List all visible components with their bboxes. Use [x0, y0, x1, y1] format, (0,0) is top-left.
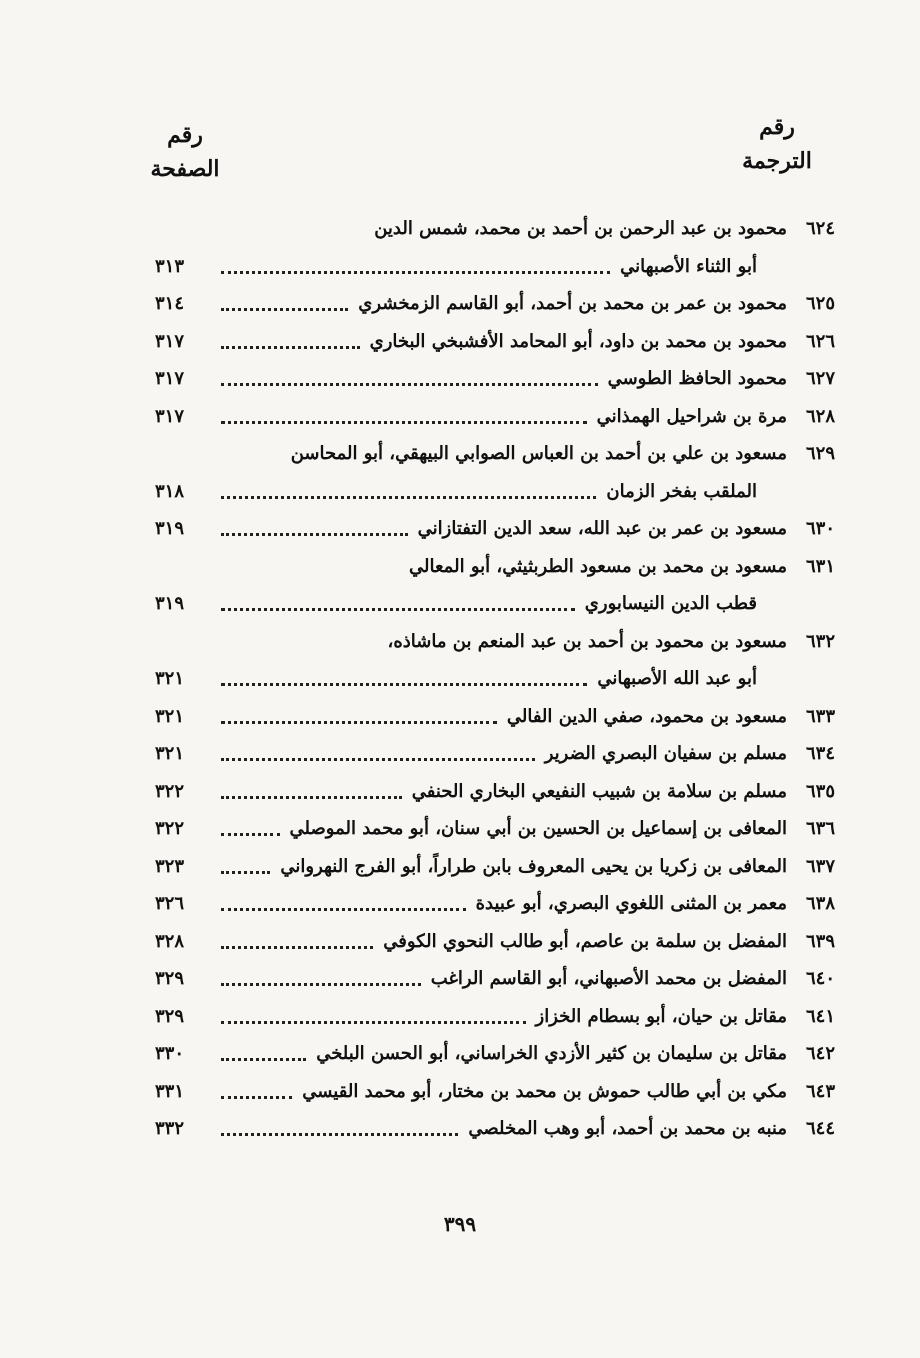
entry-number: ٦٤١ — [805, 1005, 835, 1027]
translation-number-header — [742, 110, 812, 178]
index-entry-line — [155, 623, 835, 661]
entry-page-number: ٣٢١ — [155, 668, 185, 690]
entry-name: مسعود بن عمر بن عبد الله، سعد الدين التفتازاني — [417, 518, 787, 540]
entry-name: مسعود بن محمود، صفي الدين الفالي — [506, 705, 787, 727]
entry-page-number: ٣١٩ — [155, 518, 185, 540]
entry-number: ٦٣٩ — [805, 930, 835, 952]
index-entry-line — [155, 360, 835, 398]
entry-number: ٦٣٥ — [805, 780, 835, 802]
entry-number: ٦٢٦ — [805, 330, 835, 352]
index-entry-line — [155, 210, 835, 248]
index-entry-line — [155, 885, 835, 923]
header-left-line-1: رقم — [167, 122, 203, 148]
entry-number: ٦٤٣ — [805, 1080, 835, 1102]
entry-page-number: ٣٢٣ — [155, 855, 185, 877]
dot-leader — [221, 419, 587, 424]
entry-page-number: ٣٢١ — [155, 743, 185, 765]
dot-leader — [221, 606, 575, 611]
dot-leader — [221, 1056, 306, 1061]
entry-name: مرة بن شراحيل الهمذاني — [596, 405, 787, 427]
dot-leader — [221, 1094, 292, 1099]
header-right-line-2: الترجمة — [742, 148, 812, 174]
entry-name: أبو عبد الله الأصبهاني — [597, 668, 757, 690]
entry-name: مسعود بن محمد بن مسعود الطربثيثي، أبو المعالي — [409, 555, 787, 577]
entry-number: ٦٤٤ — [805, 1118, 835, 1140]
entry-page-number: ٣٢٨ — [155, 930, 185, 952]
entry-page-number: ٣١٤ — [155, 293, 185, 315]
index-entry-line — [155, 398, 835, 436]
dot-leader — [221, 344, 360, 349]
entry-page-number: ٣٣١ — [155, 1080, 185, 1102]
entry-number: ٦٤٢ — [805, 1043, 835, 1065]
dot-leader — [221, 531, 408, 536]
entry-page-number: ٣٢١ — [155, 705, 185, 727]
entry-name: مسعود بن علي بن أحمد بن العباس الصوابي البيهقي، أبو المحاسن — [290, 443, 787, 465]
entry-number: ٦٢٤ — [805, 218, 835, 240]
index-entry-line — [155, 735, 835, 773]
entry-page-number: ٣١٩ — [155, 593, 185, 615]
index-entry-line — [155, 998, 835, 1036]
dot-leader — [221, 981, 421, 986]
index-entry-line — [155, 923, 835, 961]
entry-number: ٦٣٣ — [805, 705, 835, 727]
entry-name: قطب الدين النيسابوري — [584, 593, 757, 615]
dot-leader — [221, 794, 402, 799]
index-entry-line — [155, 960, 835, 998]
dot-leader — [221, 831, 280, 836]
dot-leader — [221, 1019, 526, 1024]
entry-page-number: ٣٢٩ — [155, 1005, 185, 1027]
entry-number: ٦٣١ — [805, 555, 835, 577]
entry-name: المعافى بن إسماعيل بن الحسين بن أبي سنان، أبو محمد الموصلي — [289, 818, 787, 840]
index-entries — [155, 210, 835, 1148]
dot-leader — [221, 381, 598, 386]
entry-name: الملقب بفخر الزمان — [606, 480, 757, 502]
index-entry-line — [155, 1035, 835, 1073]
entry-name: مقاتل بن حيان، أبو بسطام الخزاز — [535, 1005, 787, 1027]
entry-number: ٦٣٨ — [805, 893, 835, 915]
index-entry-line — [155, 585, 835, 623]
header-right-line-1: رقم — [759, 114, 795, 140]
entry-number: ٦٤٠ — [805, 968, 835, 990]
index-entry-line — [155, 323, 835, 361]
index-entry-line — [155, 1110, 835, 1148]
entry-page-number: ٣٢٢ — [155, 818, 185, 840]
entry-page-number: ٣١٧ — [155, 368, 185, 390]
index-entry-line — [155, 248, 835, 286]
entry-number: ٦٣٠ — [805, 518, 835, 540]
header-left-line-2: الصفحة — [150, 156, 220, 182]
entry-number: ٦٢٨ — [805, 405, 835, 427]
entry-name: منبه بن محمد بن أحمد، أبو وهب المخلصي — [468, 1118, 787, 1140]
entry-page-number: ٣١٧ — [155, 405, 185, 427]
entry-page-number: ٣٢٢ — [155, 780, 185, 802]
index-entry-line — [155, 285, 835, 323]
entry-page-number: ٣١٣ — [155, 255, 185, 277]
dot-leader — [221, 906, 466, 911]
entry-name: مقاتل بن سليمان بن كثير الأزدي الخراساني، أبو الحسن البلخي — [316, 1043, 787, 1065]
entry-page-number: ٣٣٠ — [155, 1043, 185, 1065]
entry-name: محمود بن عمر بن محمد بن أحمد، أبو القاسم الزمخشري — [358, 293, 787, 315]
entry-page-number: ٣١٨ — [155, 480, 185, 502]
dot-leader — [221, 719, 497, 724]
entry-name: مسعود بن محمود بن أحمد بن عبد المنعم بن ماشاذه، — [387, 630, 787, 652]
index-entry-line — [155, 548, 835, 586]
index-entry-line — [155, 510, 835, 548]
entry-number: ٦٣٧ — [805, 855, 835, 877]
page-number-header — [140, 118, 230, 186]
entry-name: محمود الحافظ الطوسي — [607, 368, 787, 390]
footer-page-number: ٣٩٩ — [443, 1212, 477, 1236]
entry-number: ٦٢٧ — [805, 368, 835, 390]
dot-leader — [221, 1131, 458, 1136]
index-entry-line — [155, 473, 835, 511]
entry-page-number: ٣١٧ — [155, 330, 185, 352]
dot-leader — [221, 681, 587, 686]
entry-page-number: ٣٣٢ — [155, 1118, 185, 1140]
entry-number: ٦٣٦ — [805, 818, 835, 840]
dot-leader — [221, 756, 535, 761]
entry-name: أبو الثناء الأصبهاني — [620, 255, 757, 277]
dot-leader — [221, 269, 610, 274]
entry-name: معمر بن المثنى اللغوي البصري، أبو عبيدة — [475, 893, 787, 915]
entry-page-number: ٣٢٩ — [155, 968, 185, 990]
entry-name: المفضل بن سلمة بن عاصم، أبو طالب النحوي الكوفي — [383, 930, 787, 952]
entry-number: ٦٣٢ — [805, 630, 835, 652]
entry-name: مكي بن أبي طالب حموش بن محمد بن مختار، أبو محمد القيسي — [302, 1080, 787, 1102]
dot-leader — [221, 869, 270, 874]
index-entry-line — [155, 435, 835, 473]
entry-page-number: ٣٢٦ — [155, 893, 185, 915]
index-entry-line — [155, 698, 835, 736]
entry-number: ٦٢٥ — [805, 293, 835, 315]
index-entry-line — [155, 1073, 835, 1111]
entry-name: محمود بن عبد الرحمن بن أحمد بن محمد، شمس الدين — [374, 218, 787, 240]
entry-name: المفضل بن محمد الأصبهاني، أبو القاسم الراغب — [430, 968, 787, 990]
entry-name: مسلم بن سلامة بن شبيب النفيعي البخاري الحنفي — [411, 780, 787, 802]
index-entry-line — [155, 660, 835, 698]
entry-number: ٦٣٤ — [805, 743, 835, 765]
dot-leader — [221, 306, 348, 311]
index-entry-line — [155, 773, 835, 811]
entry-name: مسلم بن سفيان البصري الضرير — [544, 743, 787, 765]
dot-leader — [221, 944, 373, 949]
dot-leader — [221, 494, 596, 499]
entry-name: المعافى بن زكريا بن يحيى المعروف بابن طراراً، أبو الفرج النهرواني — [280, 855, 787, 877]
index-entry-line — [155, 848, 835, 886]
index-entry-line — [155, 810, 835, 848]
entry-number: ٦٢٩ — [805, 443, 835, 465]
entry-name: محمود بن محمد بن داود، أبو المحامد الأفشبخي البخاري — [369, 330, 787, 352]
